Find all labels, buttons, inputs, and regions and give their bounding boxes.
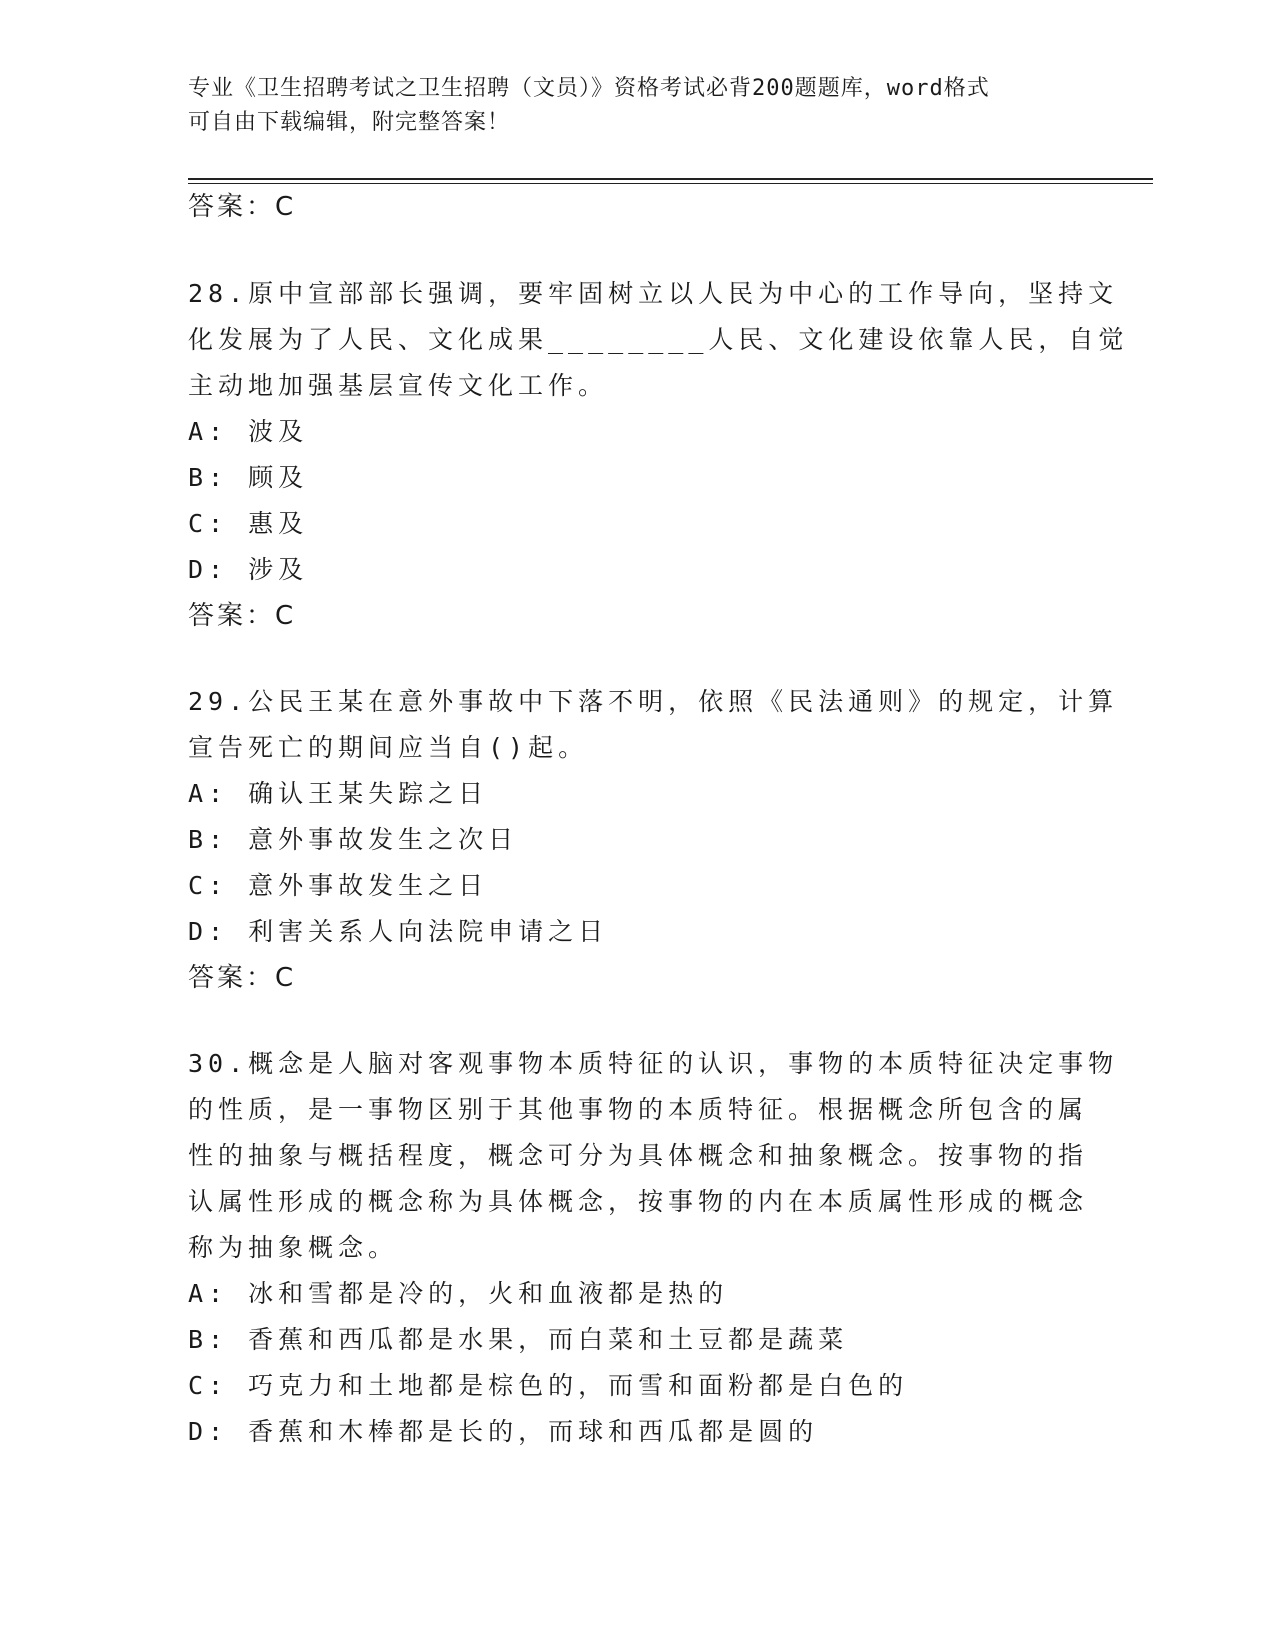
question-text-line: 29.公民王某在意外事故中下落不明，依照《民法通则》的规定，计算 (188, 687, 1119, 716)
option-b: B: 香蕉和西瓜都是水果，而白菜和土豆都是蔬菜 (188, 1325, 849, 1354)
option-d: D: 利害关系人向法院申请之日 (188, 917, 609, 946)
header-divider-thick (188, 178, 1153, 180)
question-text-line: 30.概念是人脑对客观事物本质特征的认识，事物的本质特征决定事物 (188, 1049, 1119, 1078)
answer-text: 答案：C (188, 192, 297, 222)
question-text-line: 主动地加强基层宣传文化工作。 (188, 371, 609, 400)
question-text-line: 认属性形成的概念称为具体概念，按事物的内在本质属性形成的概念 (188, 1187, 1089, 1216)
option-a: A: 波及 (188, 417, 309, 446)
header-line-1: 专业《卫生招聘考试之卫生招聘（文员）》资格考试必背200题题库，word格式 (188, 76, 990, 101)
question-text-line: 宣告死亡的期间应当自()起。 (188, 733, 589, 762)
header-line-2: 可自由下载编辑，附完整答案！ (188, 110, 511, 135)
document-header (188, 72, 1088, 140)
option-a: A: 确认王某失踪之日 (188, 779, 489, 808)
question-text-line: 28.原中宣部部长强调，要牢固树立以人民为中心的工作导向，坚持文 (188, 279, 1119, 308)
question-29 (188, 679, 1119, 1001)
option-d: D: 涉及 (188, 555, 309, 584)
option-c: C: 巧克力和土地都是棕色的，而雪和面粉都是白色的 (188, 1371, 909, 1400)
answer-text: 答案：C (188, 601, 297, 631)
question-text-line: 称为抽象概念。 (188, 1233, 399, 1262)
option-a: A: 冰和雪都是冷的，火和血液都是热的 (188, 1279, 729, 1308)
option-c: C: 惠及 (188, 509, 309, 538)
question-text-line: 的性质，是一事物区别于其他事物的本质特征。根据概念所包含的属 (188, 1095, 1089, 1124)
question-28 (188, 271, 1129, 639)
previous-answer-block (188, 184, 1088, 230)
option-d: D: 香蕉和木棒都是长的，而球和西瓜都是圆的 (188, 1417, 819, 1446)
question-30 (188, 1041, 1119, 1455)
question-text-line: 化发展为了人民、文化成果________人民、文化建设依靠人民，自觉 (188, 325, 1129, 354)
option-b: B: 顾及 (188, 463, 309, 492)
option-c: C: 意外事故发生之日 (188, 871, 489, 900)
option-b: B: 意外事故发生之次日 (188, 825, 519, 854)
answer-text: 答案：C (188, 963, 297, 993)
question-text-line: 性的抽象与概括程度，概念可分为具体概念和抽象概念。按事物的指 (188, 1141, 1089, 1170)
